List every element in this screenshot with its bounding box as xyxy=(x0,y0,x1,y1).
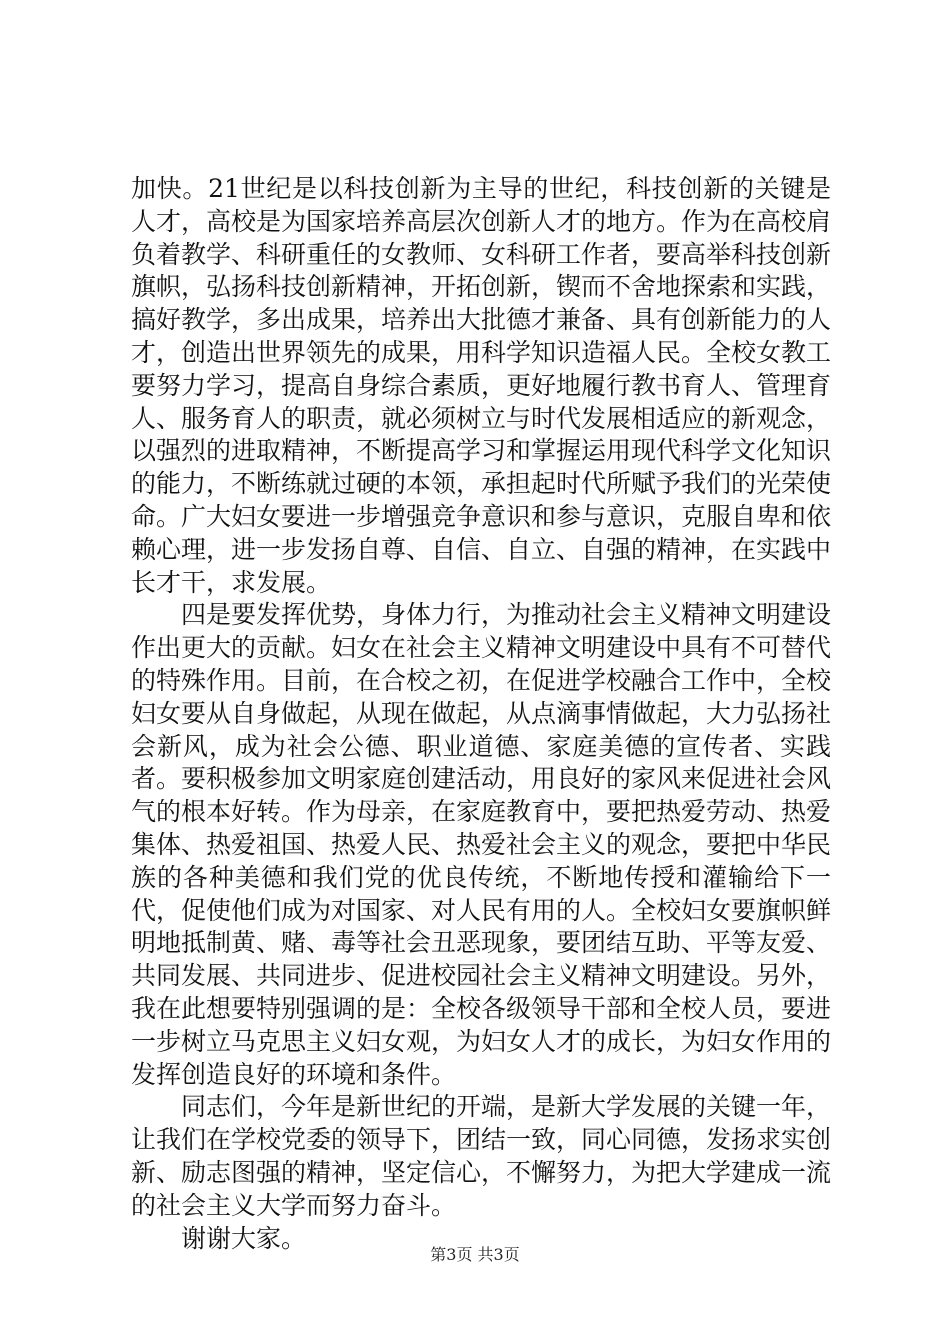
document-body xyxy=(131,173,831,1255)
page-footer: 第3页 共3页 xyxy=(430,1245,520,1264)
paragraph-4: 谢谢大家。 xyxy=(181,1223,307,1253)
paragraph-1: 加快。21世纪是以科技创新为主导的世纪，科技创新的关键是人才，高校是为国家培养高层次创新人才的地方。作为在高校肩负着教学、科研重任的女教师、女科研工作者，要高举科技创新旗帜，弘扬科技创新精神，开拓创新，锲而不舍地探索和实践，搞好教学，多出成果，培养出大批德才兼备、具有创新能力的人才，创造出世界领先的成果，用科学知识造福人民。全校女教工要努力学习，提高自身综合素质，更好地履行教书育人、管理育人、服务育人的职责，就必须树立与时代发展相适应的新观念，以强烈的进取精神，不断提高学习和掌握运用现代科学文化知识的能力，不断练就过硬的本领，承担起时代所赋予我们的光荣使命。广大妇女要进一步增强竞争意识和参与意识，克服自卑和依赖心理，进一步发扬自尊、自信、自立、自强的精神，在实践中长才干，求发展。 xyxy=(131,174,832,597)
paragraph-2: 四是要发挥优势，身体力行，为推动社会主义精神文明建设作出更大的贡献。妇女在社会主义精神文明建设中具有不可替代的特殊作用。目前，在合校之初，在促进学校融合工作中，全校妇女要从自身做起，从现在做起，从点滴事情做起，大力弘扬社会新风，成为社会公德、职业道德、家庭美德的宣传者、实践者。要积极参加文明家庭创建活动，用良好的家风来促进社会风气的根本好转。作为母亲，在家庭教育中，要把热爱劳动、热爱集体、热爱祖国、热爱人民、热爱社会主义的观念，要把中华民族的各种美德和我们党的优良传统，不断地传授和灌输给下一代，促使他们成为对国家、对人民有用的人。全校妇女要旗帜鲜明地抵制黄、赌、毒等社会丑恶现象，要团结互助、平等友爱、共同发展、共同进步、促进校园社会主义精神文明建设。另外，我在此想要特别强调的是：全校各级领导干部和全校人员，要进一步树立马克思主义妇女观，为妇女人才的成长，为妇女作用的发挥创造良好的环境和条件。 xyxy=(131,600,832,1089)
paragraph-3: 同志们，今年是新世纪的开端，是新大学发展的关键一年，让我们在学校党委的领导下，团结一致，同心同德，发扬求实创新、励志图强的精神，坚定信心，不懈努力，为把大学建成一流的社会主义大学而努力奋斗。 xyxy=(131,1092,832,1220)
